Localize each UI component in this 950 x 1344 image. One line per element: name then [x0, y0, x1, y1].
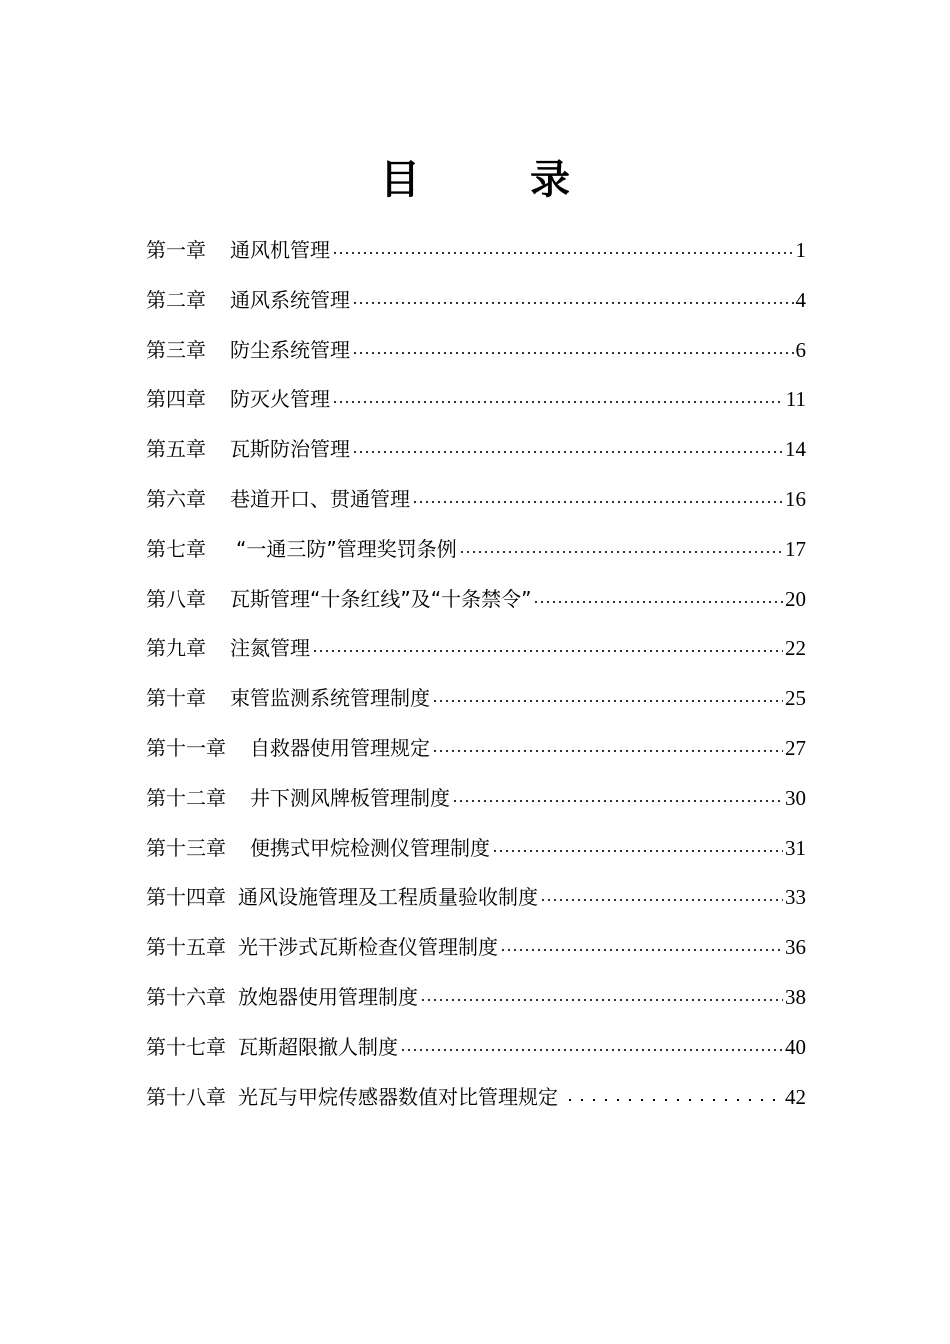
toc-entry[interactable]	[146, 1077, 806, 1127]
toc-chapter-number: 第十三章	[146, 835, 226, 860]
toc-chapter-number: 第十四章	[146, 885, 226, 910]
toc-dot-leader	[400, 1034, 783, 1054]
toc-entry[interactable]	[146, 479, 806, 529]
toc-entry[interactable]	[146, 628, 806, 678]
toc-page-number: 4	[795, 287, 806, 312]
toc-dot-leader	[459, 536, 783, 556]
toc-chapter-number: 第十六章	[146, 984, 226, 1009]
toc-entry[interactable]	[146, 529, 806, 579]
toc-entry-title: 巷道开口、贯通管理	[230, 486, 410, 511]
toc-entry-title: 瓦斯超限撤人制度	[238, 1034, 398, 1059]
toc-entry[interactable]	[146, 330, 806, 380]
toc-page-number: 27	[785, 735, 806, 760]
toc-dot-leader	[332, 237, 794, 257]
toc-title-char-2: 录	[530, 157, 570, 203]
toc-chapter-number: 第十五章	[146, 935, 226, 960]
toc-title	[0, 150, 950, 210]
toc-entry[interactable]	[146, 230, 806, 280]
toc-page-number: 42	[785, 1084, 806, 1109]
toc-chapter-number: 第八章	[146, 586, 206, 611]
toc-entry[interactable]	[146, 728, 806, 778]
toc-chapter-number: 第九章	[146, 636, 206, 661]
toc-page-number: 30	[785, 785, 806, 810]
toc-page-number: 33	[785, 885, 806, 910]
toc-entry[interactable]	[146, 579, 806, 629]
toc-entry-title: 光干涉式瓦斯检查仪管理制度	[238, 935, 498, 960]
toc-page-number: 1	[795, 238, 806, 262]
toc-dot-leader	[332, 386, 784, 406]
toc-entry[interactable]	[146, 678, 806, 728]
toc-dot-leader	[352, 287, 794, 307]
toc-page-number: 17	[785, 536, 806, 561]
toc-dot-leader	[312, 635, 783, 655]
toc-dot-leader	[452, 785, 783, 805]
toc-page-number: 38	[785, 984, 806, 1009]
toc-chapter-number: 第十八章	[146, 1084, 226, 1109]
toc-chapter-number: 第三章	[146, 337, 206, 362]
toc-entry[interactable]	[146, 379, 806, 429]
toc-chapter-number: 第六章	[146, 486, 206, 511]
toc-dot-leader	[432, 685, 783, 705]
toc-page-number: 22	[785, 636, 806, 661]
toc-entry-title: 防尘系统管理	[230, 337, 350, 362]
toc-page-number: 16	[785, 486, 806, 511]
toc-dot-leader	[420, 984, 783, 1004]
toc-page-number: 25	[785, 686, 806, 711]
toc-dot-leader	[533, 586, 783, 606]
toc-dot-leader	[492, 835, 783, 855]
toc-chapter-number: 第五章	[146, 437, 206, 462]
toc-entry[interactable]	[146, 778, 806, 828]
toc-entry-title: 放炮器使用管理制度	[238, 984, 418, 1009]
toc-entry[interactable]	[146, 1027, 806, 1077]
toc-entry[interactable]	[146, 877, 806, 927]
toc-chapter-number: 第十一章	[146, 735, 226, 760]
toc-entry-title: 注氮管理	[230, 636, 310, 661]
toc-page-number: 14	[785, 437, 806, 462]
toc-entry-title: 通风系统管理	[230, 287, 350, 312]
toc-entry[interactable]	[146, 977, 806, 1027]
toc-chapter-number: 第十章	[146, 686, 206, 711]
toc-entry-title: 便携式甲烷检测仪管理制度	[250, 835, 490, 860]
toc-entry-title: 瓦斯防治管理	[230, 437, 350, 462]
toc-page-number: 36	[785, 935, 806, 960]
toc-entry-title: 束管监测系统管理制度	[230, 686, 430, 711]
toc-title-char-1: 目	[380, 157, 420, 203]
toc-dot-leader	[540, 884, 783, 904]
toc-page-number: 31	[785, 835, 806, 860]
toc-page-number: 6	[795, 337, 806, 362]
toc-dot-leader	[352, 337, 794, 357]
toc-entry-title: “一通三防”管理奖罚条例	[236, 536, 457, 561]
toc-chapter-number: 第七章	[146, 536, 206, 561]
toc-dot-leader	[352, 436, 783, 456]
toc-page-number: 40	[785, 1034, 806, 1059]
toc-entry-title: 防灭火管理	[230, 387, 330, 412]
toc-page-number: 11	[785, 387, 806, 412]
toc-entry-title: 光瓦与甲烷传感器数值对比管理规定	[238, 1084, 558, 1109]
toc-dot-leader	[412, 486, 783, 506]
toc-entry-title: 瓦斯管理“十条红线”及“十条禁令”	[230, 586, 532, 611]
toc-dot-leader	[432, 735, 783, 755]
toc-chapter-number: 第二章	[146, 287, 206, 312]
toc-entry-title: 自救器使用管理规定	[250, 735, 430, 760]
toc-list	[146, 230, 806, 1126]
toc-entry[interactable]	[146, 828, 806, 878]
toc-dot-leader	[564, 1084, 783, 1104]
toc-entry[interactable]	[146, 280, 806, 330]
toc-entry-title: 通风机管理	[230, 238, 330, 262]
toc-chapter-number: 第四章	[146, 387, 206, 412]
toc-entry[interactable]	[146, 927, 806, 977]
toc-chapter-number: 第十二章	[146, 785, 226, 810]
toc-entry[interactable]	[146, 429, 806, 479]
toc-chapter-number: 第十七章	[146, 1034, 226, 1059]
toc-page-number: 20	[785, 586, 806, 611]
toc-dot-leader	[500, 934, 783, 954]
toc-entry-title: 通风设施管理及工程质量验收制度	[238, 885, 538, 910]
toc-chapter-number: 第一章	[146, 238, 206, 262]
toc-entry-title: 井下测风牌板管理制度	[250, 785, 450, 810]
